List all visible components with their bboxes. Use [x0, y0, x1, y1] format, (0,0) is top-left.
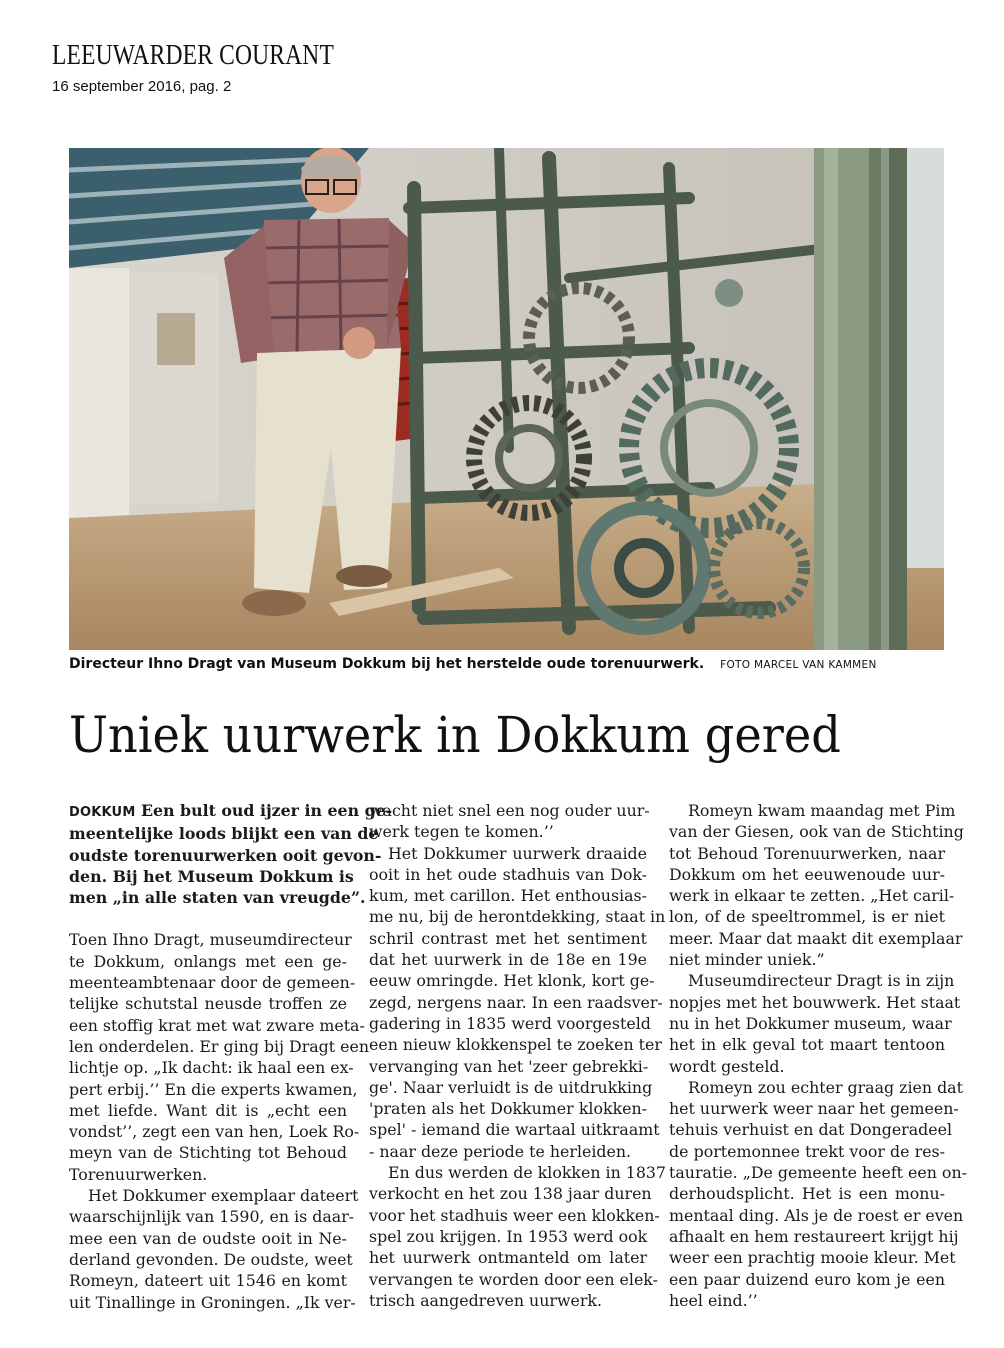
intro-line: meentelijke loods blijkt een van de	[69, 824, 379, 844]
text-line: spel zou krijgen. In 1953 werd ook	[369, 1226, 648, 1246]
text-line	[69, 1185, 359, 1206]
text-line: mee een van de oudste ooit in Ne-	[69, 1228, 347, 1248]
text-line: meer. Maar dat maakt dit exemplaar	[669, 928, 963, 948]
text-line: vervanging van het 'zeer gebrekki-	[369, 1056, 649, 1076]
article-headline: Uniek uurwerk in Dokkum gered	[69, 706, 841, 764]
text-line: Romeyn, dateert uit 1546 en komt	[69, 1271, 347, 1291]
text-line: vondst’’, zegt een van hen, Loek Ro-	[69, 1122, 360, 1142]
text-line: lon, of de speeltrommel, is er niet	[669, 907, 945, 927]
text-line: kum, met carillon. Het enthousias-	[369, 886, 647, 906]
text-line: Dokkum om het eeuwenoude uur-	[669, 864, 945, 884]
intro-line: Een bult oud ijzer in een ge-	[140, 801, 393, 820]
text-line: het uurwerk weer naar het gemeen-	[669, 1099, 959, 1119]
text-line: Toen Ihno Dragt, museumdirecteur	[69, 930, 352, 950]
text-line: - naar deze periode te herleiden.	[369, 1141, 632, 1161]
text-line: trisch aangedreven uurwerk.	[369, 1290, 602, 1310]
paragraph	[369, 843, 666, 1162]
text-line: dat het uurwerk in de 18e en 19e	[369, 950, 647, 970]
paragraph	[69, 929, 370, 1185]
text-line: 'praten als het Dokkumer klokken-	[369, 1099, 647, 1119]
text-line: het in elk geval tot maart tentoon	[669, 1035, 945, 1055]
text-line: eeuw omringde. Het klonk, kort ge-	[369, 971, 655, 991]
newspaper-masthead: LEEUWARDER COURANT	[52, 40, 334, 71]
text-line: telijke schutstal neusde troffen ze	[69, 994, 347, 1014]
article-column-3	[669, 800, 967, 1311]
text-line: het uurwerk ontmanteld om later	[369, 1248, 647, 1268]
paragraph	[669, 1077, 967, 1311]
paragraph	[669, 970, 961, 1076]
text-line-content: Romeyn zou echter graag zien dat	[688, 1077, 963, 1097]
text-line: meenteambtenaar door de gemeen-	[69, 973, 356, 993]
text-line-content: Het Dokkumer uurwerk draaide	[388, 843, 647, 863]
text-line: een nieuw klokkenspel te zoeken ter	[369, 1035, 662, 1055]
article-intro	[69, 800, 393, 908]
text-line: ge'. Naar verluidt is de uitdrukking	[369, 1077, 653, 1097]
text-line: tot Behoud Torenuurwerken, naar	[669, 843, 945, 863]
text-line: meyn van de Stichting tot Behoud	[69, 1143, 347, 1163]
paragraph	[69, 1185, 359, 1313]
text-line	[669, 970, 955, 991]
photo-credit: FOTO MARCEL VAN KAMMEN	[720, 659, 877, 671]
text-line: de portemonnee trekt voor de res-	[669, 1141, 945, 1161]
article-column-1	[69, 800, 393, 1313]
dateline: DOKKUM	[69, 805, 136, 820]
intro-line: den. Bij het Museum Dokkum is	[69, 866, 354, 886]
text-line	[369, 843, 647, 864]
text-line: Torenuurwerken.	[69, 1164, 208, 1184]
text-line: weer een prachtig mooie kleur. Met	[669, 1248, 956, 1268]
text-line: gadering in 1835 werd voorgesteld	[369, 1013, 651, 1033]
text-line: met liefde. Want dit is „echt een	[69, 1100, 347, 1120]
text-line: vervangen te worden door een elek-	[369, 1269, 658, 1289]
text-line: uit Tinallinge in Groningen. „Ik ver-	[69, 1292, 356, 1312]
text-line: spel' - iemand die wartaal uitkraamt	[369, 1120, 660, 1140]
article-photo	[69, 148, 944, 650]
text-line: heel eind.’’	[669, 1290, 758, 1310]
text-line: ooit in het oude stadhuis van Dok-	[369, 864, 647, 884]
article-column-2	[369, 800, 666, 1311]
intro-line: men „in alle staten van vreugde”.	[69, 888, 366, 908]
text-line: len onderdelen. Er ging bij Dragt een	[69, 1036, 370, 1056]
text-line: me nu, bij de herontdekking, staat in	[369, 907, 666, 927]
text-line	[669, 800, 956, 821]
text-line: pert erbij.’’ En die experts kwamen,	[69, 1079, 358, 1099]
text-line: derland gevonden. De oudste, weet	[69, 1249, 353, 1269]
intro-line: oudste torenuurwerken ooit gevon-	[69, 845, 382, 865]
text-line: schril contrast met het sentiment	[369, 928, 647, 948]
text-line: wordt gesteld.	[669, 1056, 785, 1076]
text-line: mentaal ding. Als je de roest er even	[669, 1205, 964, 1225]
caption-text: Directeur Ihno Dragt van Museum Dokkum bij het herstelde oude torenuurwerk.	[69, 656, 705, 672]
publication-date: 16 september 2016, pag. 2	[52, 78, 232, 95]
paragraph	[369, 800, 650, 843]
text-line-content: En dus werden de klokken in 1837	[388, 1163, 666, 1183]
text-line: van der Giesen, ook van de Stichting	[669, 822, 964, 842]
text-line: waarschijnlijk van 1590, en is daar-	[69, 1207, 355, 1227]
text-line	[669, 1077, 963, 1098]
text-line: een stoffig krat met wat zware meta-	[69, 1015, 365, 1035]
text-line: afhaalt en hem restaureert krijgt hij	[669, 1226, 959, 1246]
text-line: wacht niet snel een nog ouder uur-	[369, 801, 650, 820]
paragraph	[369, 1162, 666, 1311]
text-line: lichtje op. „Ik dacht: ik haal een ex-	[69, 1058, 354, 1078]
text-line: nopjes met het bouwwerk. Het staat	[669, 992, 961, 1012]
text-line: een paar duizend euro kom je een	[669, 1269, 945, 1289]
text-line: tauratie. „De gemeente heeft een on-	[669, 1163, 967, 1183]
text-line: derhoudsplicht. Het is een monu-	[669, 1184, 945, 1204]
text-line: werk tegen te komen.’’	[369, 822, 554, 842]
text-line: nu in het Dokkumer museum, waar	[669, 1013, 952, 1033]
text-line: te Dokkum, onlangs met een ge-	[69, 951, 347, 971]
photo-caption	[69, 656, 949, 672]
text-line: verkocht en het zou 138 jaar duren	[369, 1184, 652, 1204]
text-line: niet minder uniek.”	[669, 950, 825, 970]
text-line: voor het stadhuis weer een klokken-	[369, 1205, 660, 1225]
text-line-content: Museumdirecteur Dragt is in zijn	[688, 971, 955, 991]
text-line: tehuis verhuist en dat Dongeradeel	[669, 1120, 953, 1140]
text-line	[369, 1162, 666, 1183]
text-line-content: Het Dokkumer exemplaar dateert	[88, 1186, 359, 1206]
text-line-content: Romeyn kwam maandag met Pim	[688, 801, 956, 820]
paragraph	[669, 800, 964, 970]
text-line: zegd, nergens naar. In een raadsver-	[369, 992, 663, 1012]
text-line: werk in elkaar te zetten. „Het caril-	[669, 886, 955, 906]
